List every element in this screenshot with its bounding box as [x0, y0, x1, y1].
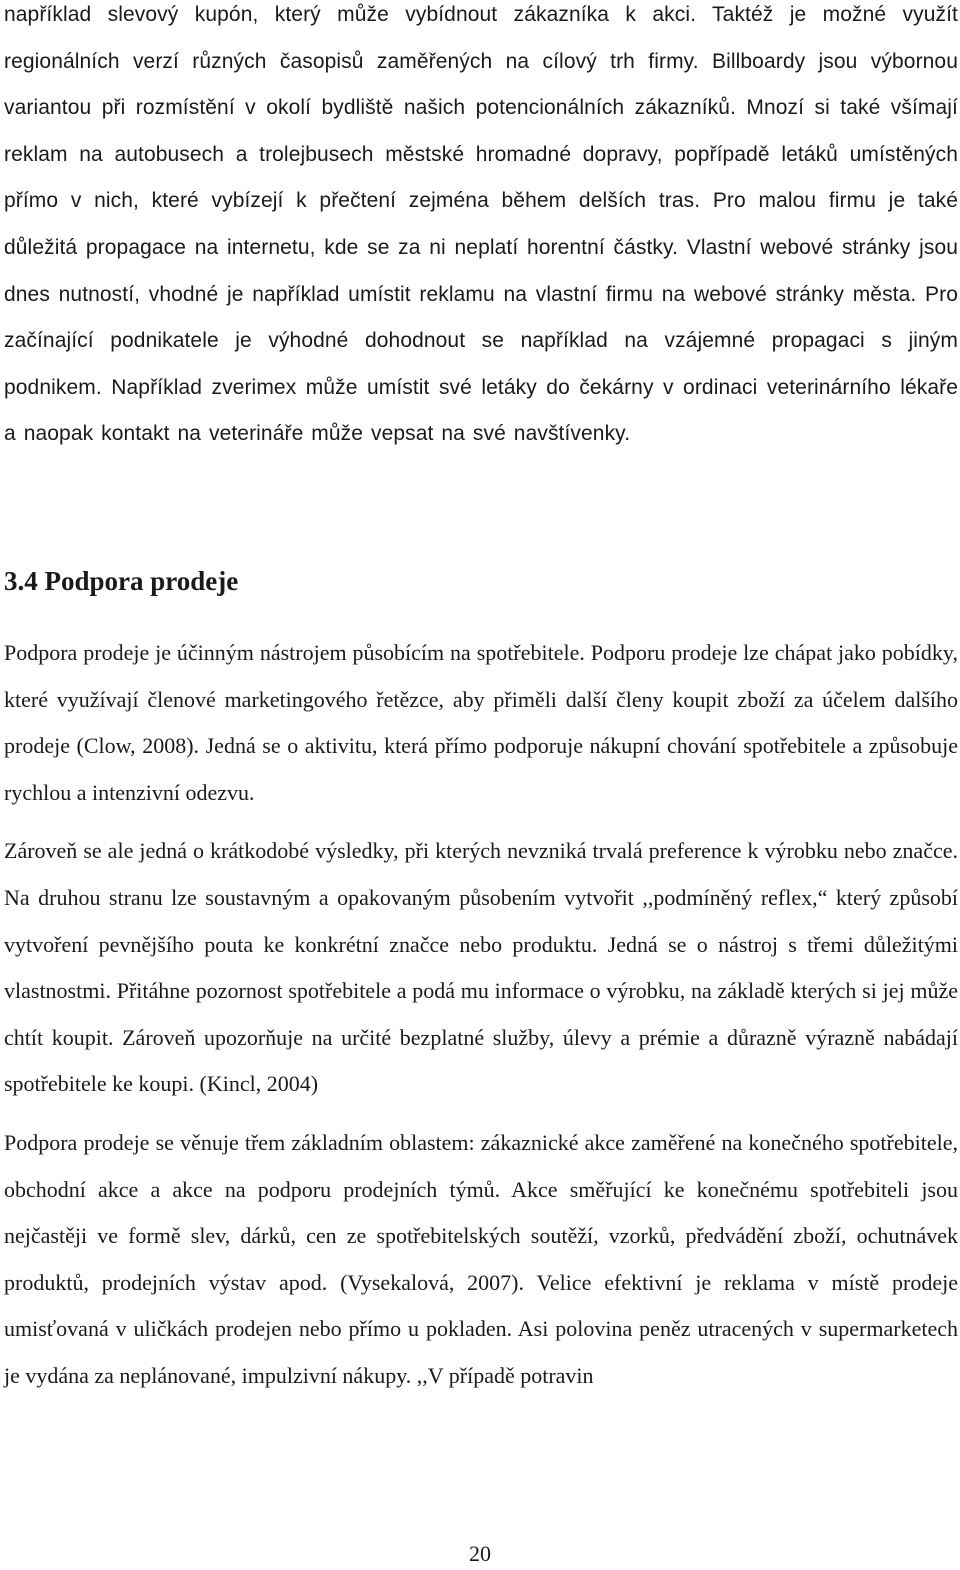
section-body	[4, 630, 958, 1400]
page-number: 20	[469, 1541, 491, 1566]
body-paragraph-sales-promotion-definition: Podpora prodeje je účinným nástrojem působícím na spotřebitele. Podporu prodeje lze chápat jako pobídky, které využívají členové marketingového řetězce, aby přiměli další členy koupit zboží za účelem dalšího prodeje (Clow, 2008). Jedná se o aktivitu, která přímo podporuje nákupní chování spotřebitele a způsobuje rychlou a intenzivní odezvu.	[4, 640, 958, 805]
body-paragraph-promotion-channels: například slevový kupón, který může vybídnout zákazníka k akci. Taktéž je možné využít regionálních verzí různých časopisů zaměřených na cílový trh firmy. Billboardy jsou výbornou variantou při rozmístění v okolí bydliště našich potencionálních zákazníků. Mnozí si také všímají reklam na autobusech a trolejbusech městské hromadné dopravy, popřípadě letáků umístěných přímo v nich, které vybízejí k přečtení zejména během delších tras. Pro malou firmu je také důležitá propagace na internetu, kde se za ni neplatí horentní částky. Vlastní webové stránky jsou dnes nutností, vhodné je například umístit reklamu na vlastní firmu na webové stránky města. Pro začínající podnikatele je výhodné dohodnout se například na vzájemné propagaci s jiným podnikem. Například zverimex může umístit své letáky do čekárny v ordinaci veterinárního lékaře a naopak kontakt na veterináře může vepsat na své navštívenky.	[4, 3, 958, 446]
section-heading-wrapper	[4, 564, 238, 598]
body-paragraph-promotion-areas: Podpora prodeje se věnuje třem základním oblastem: zákaznické akce zaměřené na konečného spotřebitele, obchodní akce a akce na podporu prodejních týmů. Akce směřující ke konečnému spotřebiteli jsou nejčastěji ve formě slev, dárků, cen ze spotřebitelských soutěží, vzorků, předvádění zboží, ochutnávek produktů, prodejních výstav apod. (Vysekalová, 2007). Velice efektivní je reklama v místě prodeje umisťovaná v uličkách prodejen nebo přímo u pokladen. Asi polovina peněz utracených v supermarketech je vydána za neplánované, impulzivní nákupy. ,,V případě potravin	[4, 1129, 958, 1388]
document-page	[4, 0, 958, 458]
section-heading: 3.4 Podpora prodeje	[4, 566, 239, 596]
body-paragraph-short-term-results: Zároveň se ale jedná o krátkodobé výsledky, při kterých nevzniká trvalá preference k výrobku nebo značce. Na druhou stranu lze soustavným a opakovaným působením vytvořit ,,podmíněný reflex,“ který způsobí vytvoření pevnějšího pouta ke konkrétní značce nebo produktu. Jedná se o nástroj s třemi důležitými vlastnostmi. Přitáhne pozornost spotřebitele a podá mu informace o výrobku, na základě kterých si jej může chtít koupit. Zároveň upozorňuje na určité bezplatné služby, úlevy a prémie a důrazně výrazně nabádají spotřebitele ke koupi. (Kincl, 2004)	[4, 838, 958, 1097]
